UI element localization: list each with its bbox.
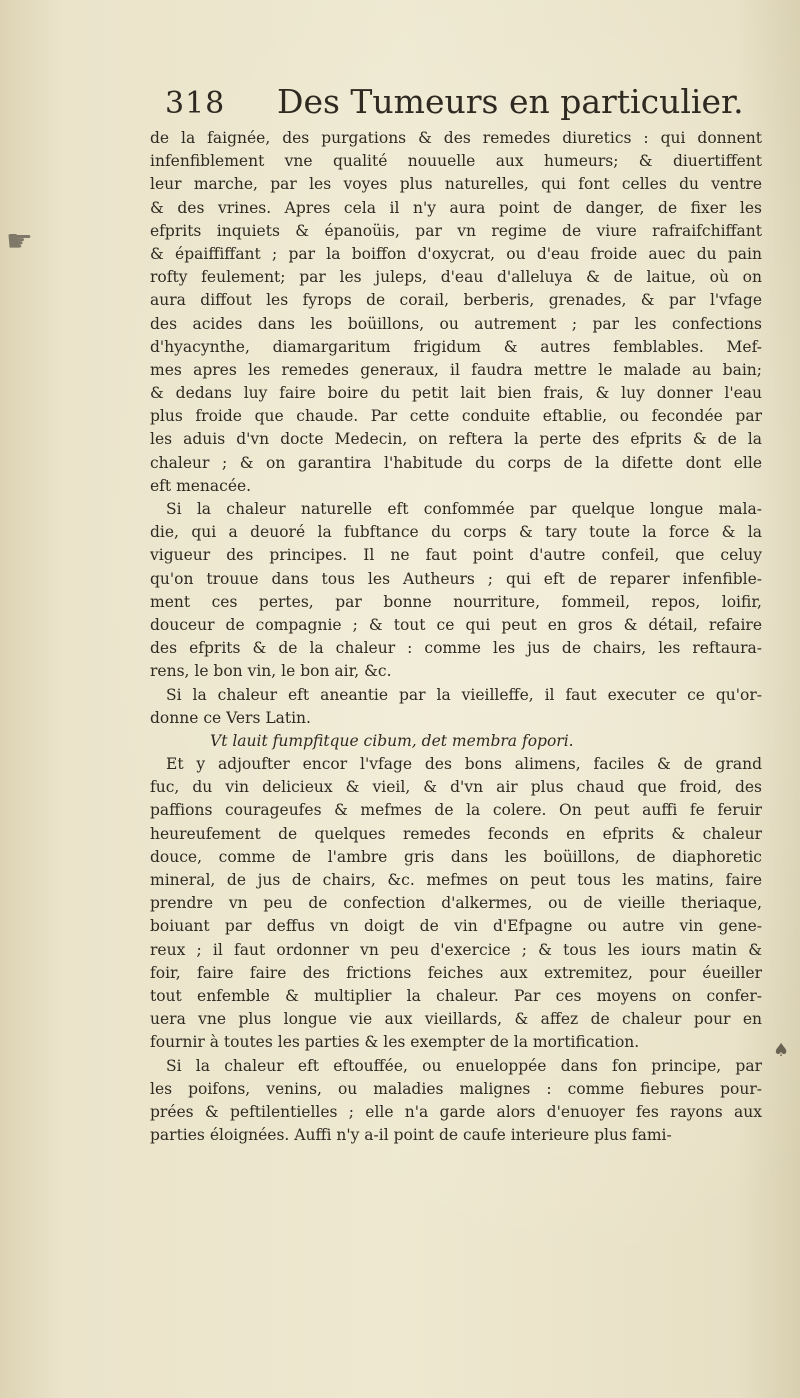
text-line: plus froide que chaude. Par cette conduite eftablie, ou fecondée par: [150, 407, 762, 426]
text-line: mineral, de jus de chairs, &c. mefmes on peut tous les matins, faire: [150, 871, 762, 889]
text-line: die, qui a deuoré la fubftance du corps & tary toute la force & la: [150, 523, 762, 542]
text-line: Si la chaleur eft eftouffée, ou enueloppée dans fon principe, par: [166, 1056, 762, 1075]
text-line: vigueur des principes. Il ne faut point d'autre confeil, que celuy: [150, 546, 762, 565]
text-line: Si la chaleur naturelle eft confommée par quelque longue mala-: [166, 500, 762, 518]
margin-ink-mark: ♠: [773, 1040, 790, 1061]
page-header: [165, 82, 744, 122]
text-line: boiuant par deffus vn doigt de vin d'Efpagne ou autre vin gene-: [150, 917, 762, 936]
text-line: paffions courageufes & mefmes de la colere. On peut auffi fe feruir: [150, 801, 762, 820]
text-line: de la faignée, des purgations & des remedes diuretics : qui donnent: [150, 129, 762, 147]
paragraph: [150, 1055, 762, 1148]
text-line: des efprits & de la chaleur : comme les jus de chairs, les reftaura-: [150, 639, 762, 658]
text-line: aura diffout les fyrops de corail, berberis, grenades, & par l'vfage: [150, 291, 762, 310]
text-line: leur marche, par les voyes plus naturelles, qui font celles du ventre: [150, 175, 762, 194]
paragraph: [150, 127, 762, 498]
text-line: qu'on trouue dans tous les Autheurs ; qui eft de reparer infenfible-: [150, 569, 762, 588]
text-line: fuc, du vin delicieux & vieil, & d'vn air plus chaud que froid, des: [150, 778, 762, 797]
text-line: foir, faire faire des frictions feiches aux extremitez, pour éueiller: [150, 963, 762, 982]
text-line: douceur de compagnie ; & tout ce qui peut en gros & détail, refaire: [150, 615, 762, 634]
text-line: donne ce Vers Latin.: [150, 708, 311, 727]
text-line: d'hyacynthe, diamargaritum frigidum & autres femblables. Mef-: [150, 337, 762, 356]
paragraph: [150, 684, 762, 730]
text-line: mes apres les remedes generaux, il faudra mettre le malade au bain;: [150, 360, 762, 379]
text-line: prées & peftilentielles ; elle n'a garde alors d'enuoyer fes rayons aux: [150, 1102, 762, 1121]
running-title: Des Tumeurs en particulier.: [277, 82, 744, 121]
text-line: & épaiffiffant ; par la boiffon d'oxycrat, ou d'eau froide auec du pain: [150, 244, 762, 263]
text-line: uera vne plus longue vie aux vieillards, & affez de chaleur pour en: [150, 1010, 762, 1029]
text-line: rens, le bon vin, le bon air, &c.: [150, 662, 392, 681]
text-line: prendre vn peu de confection d'alkermes, ou de vieille theriaque,: [150, 894, 762, 913]
text-line: Si la chaleur eft aneantie par la vieilleffe, il faut executer ce qu'or-: [166, 685, 762, 704]
text-line: & des vrines. Apres cela il n'y aura point de danger, de fixer les: [150, 198, 762, 217]
page-number: 318: [165, 86, 226, 121]
text-line: eft menacée.: [150, 476, 252, 495]
text-line: Et y adjoufter encor l'vfage des bons alimens, faciles & de grand: [166, 755, 762, 774]
text-line: heureufement de quelques remedes feconds en efprits & chaleur: [150, 824, 762, 843]
text-line: les poifons, venins, ou maladies malignes : comme fiebures pour-: [150, 1079, 762, 1098]
text-line: des acides dans les boüillons, ou autrement ; par les confections: [150, 314, 762, 333]
text-line: rofty feulement; par les juleps, d'eau d'alleluya & de laitue, où on: [150, 268, 762, 287]
text-line: ment ces pertes, par bonne nourriture, fommeil, repos, loifir,: [150, 592, 762, 611]
text-line: fournir à toutes les parties & les exempter de la mortification.: [150, 1033, 640, 1052]
text-line: infenfiblement vne qualité nouuelle aux humeurs; & diuertiffent: [150, 152, 762, 171]
text-line: & dedans luy faire boire du petit lait bien frais, & luy donner l'eau: [150, 384, 762, 403]
text-line: douce, comme de l'ambre gris dans les boüillons, de diaphoretic: [150, 847, 762, 866]
paragraph: [150, 730, 762, 753]
pointing-hand-mark: ☛: [6, 224, 33, 259]
text-line: chaleur ; & on garantira l'habitude du corps de la difette dont elle: [150, 453, 762, 472]
text-line: efprits inquiets & épanoüis, par vn regime de viure rafraifchiffant: [150, 221, 762, 240]
text-line: reux ; il faut ordonner vn peu d'exercice ; & tous les iours matin &: [150, 940, 762, 959]
text-line: tout enfemble & multiplier la chaleur. Par ces moyens on confer-: [150, 986, 762, 1005]
text-line: parties éloignées. Auffi n'y a-il point de caufe interieure plus fami-: [150, 1126, 672, 1145]
text-line: les aduis d'vn docte Medecin, on reftera la perte des efprits & de la: [150, 430, 762, 449]
verse-line: Vt lauit fumpfitque cibum, det membra fopori.: [210, 731, 574, 750]
body-text: [150, 127, 762, 1147]
paragraph: [150, 498, 762, 684]
paragraph: [150, 753, 762, 1054]
